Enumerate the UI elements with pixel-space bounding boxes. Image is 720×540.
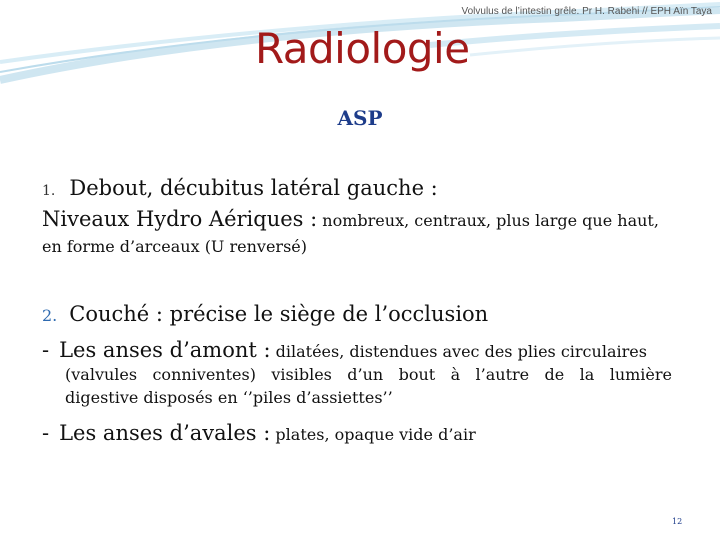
page-number: 12 — [672, 517, 683, 526]
item-2-bullet-2 — [42, 421, 476, 445]
bullet-1-dash: - — [42, 338, 50, 362]
bullet-1-continuation-1: (valvules conniventes) visibles d’un bout à l’autre de la lumière — [65, 365, 672, 384]
item-2-heading — [42, 302, 488, 326]
item-1-heading — [42, 176, 438, 200]
bullet-2-rest: plates, opaque vide d’air — [270, 425, 476, 444]
bullet-1-rest: dilatées, distendues avec des plies circulaires — [270, 342, 647, 361]
item-2-heading-text: Couché : précise le siège de l’occlusion — [69, 302, 489, 326]
slide-title: Radiologie — [255, 24, 470, 73]
item-1-line-rest: nombreux, centraux, plus large que haut, — [317, 211, 659, 230]
header-note: Volvulus de l’intestin grêle. Pr H. Rabehi // EPH Aïn Taya — [461, 6, 712, 17]
item-2-bullet-1 — [42, 338, 647, 362]
slide-subtitle: ASP — [337, 106, 383, 130]
item-1-line — [42, 207, 659, 231]
item-1-heading-text: Debout, décubitus latéral gauche : — [69, 176, 438, 200]
bullet-2-lead: Les anses d’avales : — [59, 421, 271, 445]
bullet-2-dash: - — [42, 421, 50, 445]
bullet-1-lead: Les anses d’amont : — [59, 338, 271, 362]
item-2-number: 2. — [42, 306, 58, 325]
item-1-line-lead: Niveaux Hydro Aériques : — [42, 207, 318, 231]
item-1-line-2: en forme d’arceaux (U renversé) — [42, 237, 307, 256]
item-1-number: 1. — [42, 183, 56, 199]
bullet-1-continuation-2: digestive disposés en ‘’piles d’assiettes’’ — [65, 388, 393, 407]
